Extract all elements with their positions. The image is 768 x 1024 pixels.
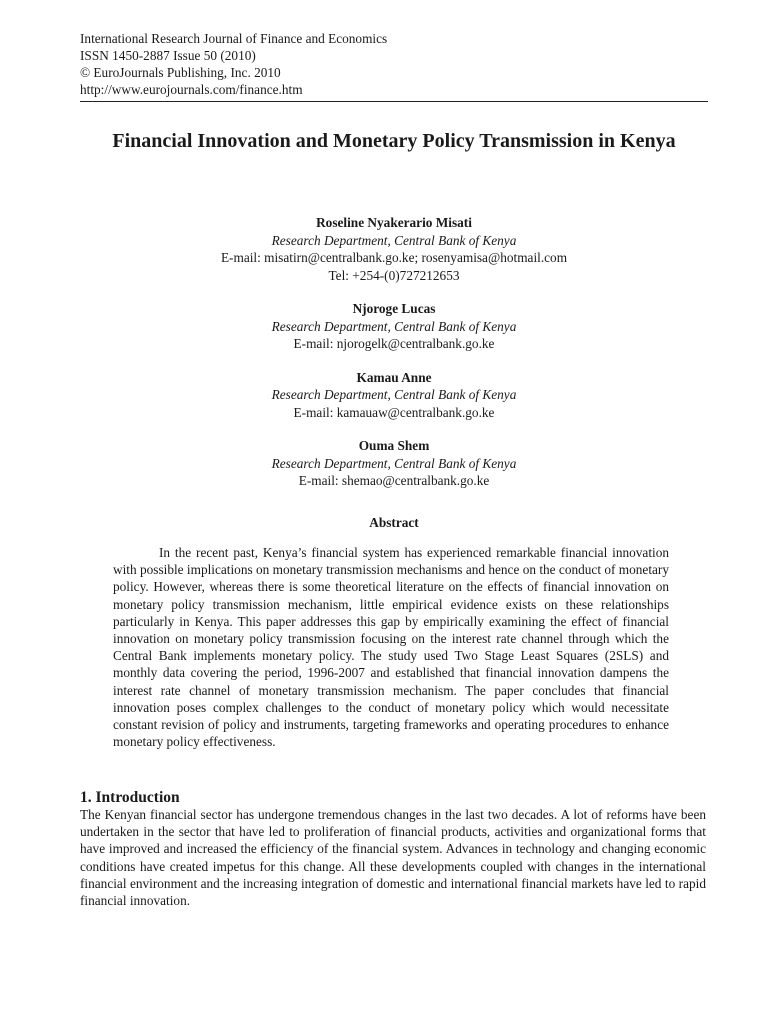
author-affiliation: Research Department, Central Bank of Kenya [271,455,517,471]
author-name: Njoroge Lucas [352,301,436,316]
abstract-heading: Abstract [369,515,419,530]
author-email: E-mail: njorogelk@centralbank.go.ke [293,336,495,351]
author-list [80,214,708,506]
journal-name: International Research Journal of Finance and Economics [80,31,388,46]
author-tel: Tel: +254-(0)727212653 [328,267,460,283]
introduction-text: The Kenyan financial sector has undergone tremendous changes in the last two decades. A lot of reforms have been undertaken in the sector that have led to proliferation of financial products, activities and organizational forms that have improved and increased the efficiency of the financial system. Advances in technology and changing economic conditions have created impetus for this change. All these developments coupled with changes in the international financial environment and the increasing integration of domestic and international financial markets have led to rapid financial innovation. [80,807,706,909]
author-affiliation: Research Department, Central Bank of Kenya [271,387,517,402]
author-block [80,214,708,284]
author-email: E-mail: kamauaw@centralbank.go.ke [293,404,495,420]
author-block [80,300,708,353]
section-heading-introduction: 1. Introduction [80,789,180,806]
paper-title: Financial Innovation and Monetary Policy Transmission in Kenya [112,130,676,152]
abstract-text: In the recent past, Kenya’s financial system has experienced remarkable financial innovation with possible implications on monetary transmission mechanisms and hence on the conduct of monetary policy. However, whereas there is some theoretical literature on the effects of financial innovation on monetary policy transmission mechanism, little empirical evidence exists on these relationships particularly in Kenya. This paper addresses this gap by empirically examining the effect of financial innovation on monetary policy transmission focusing on the interest rate channel through which the Central Bank implements monetary policy. The study used Two Stage Least Squares (2SLS) and monthly data covering the period, 1996-2007 and established that financial innovation dampens the interest rate channel of monetary transmission mechanism. The paper concludes that financial innovation poses complex challenges to the conduct of monetary policy which would necessitate constant revision of policy and instruments, targeting frameworks and operating procedures to enhance monetary policy effectiveness. [113,545,669,750]
author-affiliation: Research Department, Central Bank of Kenya [271,232,517,248]
author-block [80,369,708,422]
journal-issn: ISSN 1450-2887 Issue 50 (2010) [80,48,256,63]
journal-copyright: © EuroJournals Publishing, Inc. 2010 [80,65,281,80]
author-email: E-mail: shemao@centralbank.go.ke [298,473,490,488]
author-name: Ouma Shem [358,438,430,453]
author-name: Kamau Anne [356,369,432,385]
author-affiliation: Research Department, Central Bank of Kenya [271,318,517,334]
journal-url[interactable]: http://www.eurojournals.com/finance.htm [80,82,303,97]
author-name: Roseline Nyakerario Misati [316,215,472,230]
author-email: E-mail: misatirn@centralbank.go.ke; rosenyamisa@hotmail.com [220,250,568,265]
author-block [80,437,708,490]
journal-header [80,30,708,98]
header-divider [80,101,708,102]
